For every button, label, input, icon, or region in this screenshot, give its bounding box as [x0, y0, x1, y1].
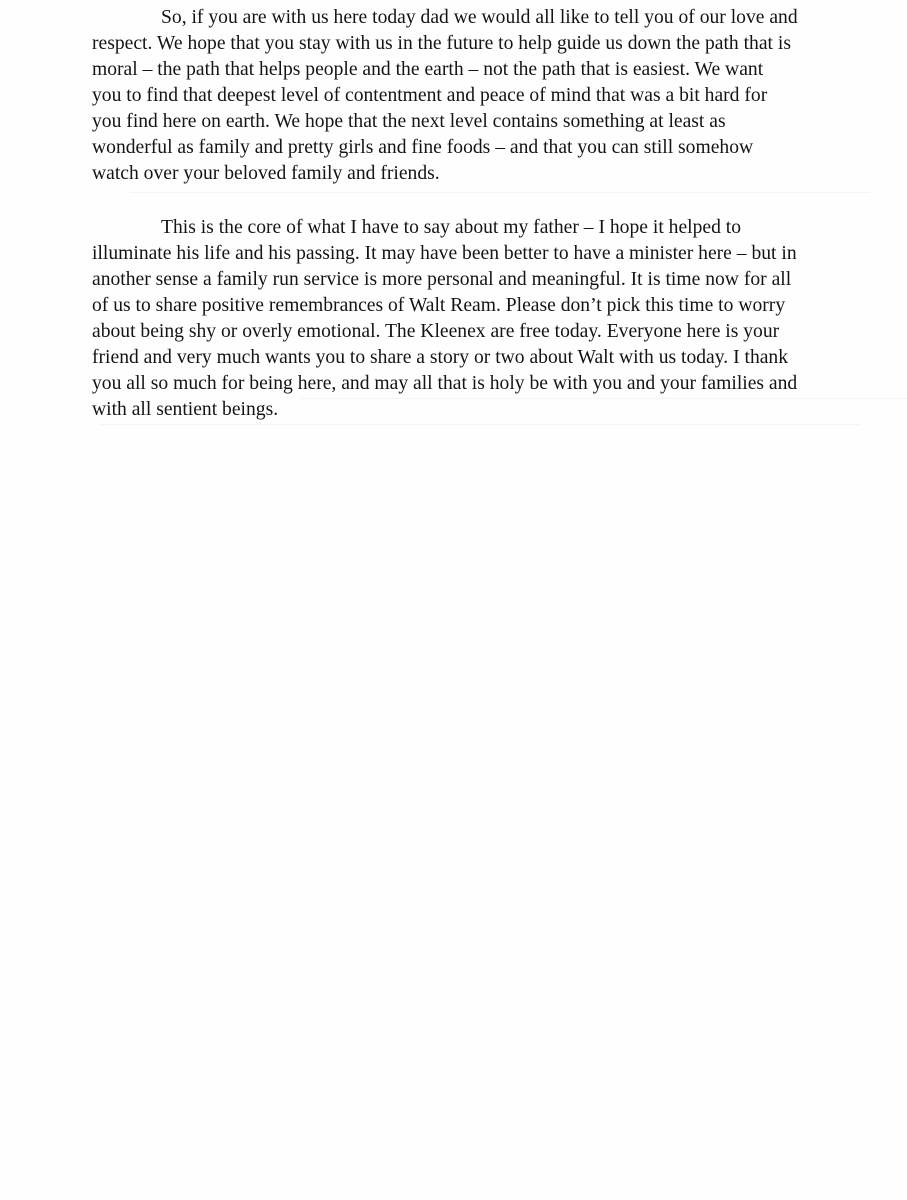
text-line: moral – the path that helps people and the earth – not the path that is easiest. We want [92, 59, 764, 80]
text-line: respect. We hope that you stay with us in the future to help guide us down the path that is [92, 33, 791, 54]
text-line: you all so much for being here, and may all that is holy be with you and your families and [92, 373, 798, 394]
text-line: another sense a family run service is more personal and meaningful. It is time now for all [92, 269, 792, 290]
text-line: with all sentient beings. [92, 399, 279, 420]
text-line: This is the core of what I have to say about my father – I hope it helped to [161, 217, 742, 238]
text-line: So, if you are with us here today dad we would all like to tell you of our love and [161, 7, 798, 28]
scan-bleed-line [100, 424, 860, 425]
text-line: friend and very much wants you to share a story or two about Walt with us today. I thank [92, 347, 789, 368]
text-line: about being shy or overly emotional. The Kleenex are free today. Everyone here is your [92, 321, 780, 342]
text-line: illuminate his life and his passing. It may have been better to have a minister here – but in [92, 243, 797, 264]
text-line: you find here on earth. We hope that the next level contains something at least as [92, 111, 726, 132]
text-line: wonderful as family and pretty girls and fine foods – and that you can still somehow [92, 137, 754, 158]
paragraph-1 [92, 5, 904, 187]
paragraph-2 [92, 215, 904, 423]
document-body [92, 5, 904, 423]
text-line: watch over your beloved family and friends. [92, 163, 440, 184]
text-line: of us to share positive remembrances of Walt Ream. Please don’t pick this time to worry [92, 295, 786, 316]
text-line: you to find that deepest level of contentment and peace of mind that was a bit hard for [92, 85, 768, 106]
